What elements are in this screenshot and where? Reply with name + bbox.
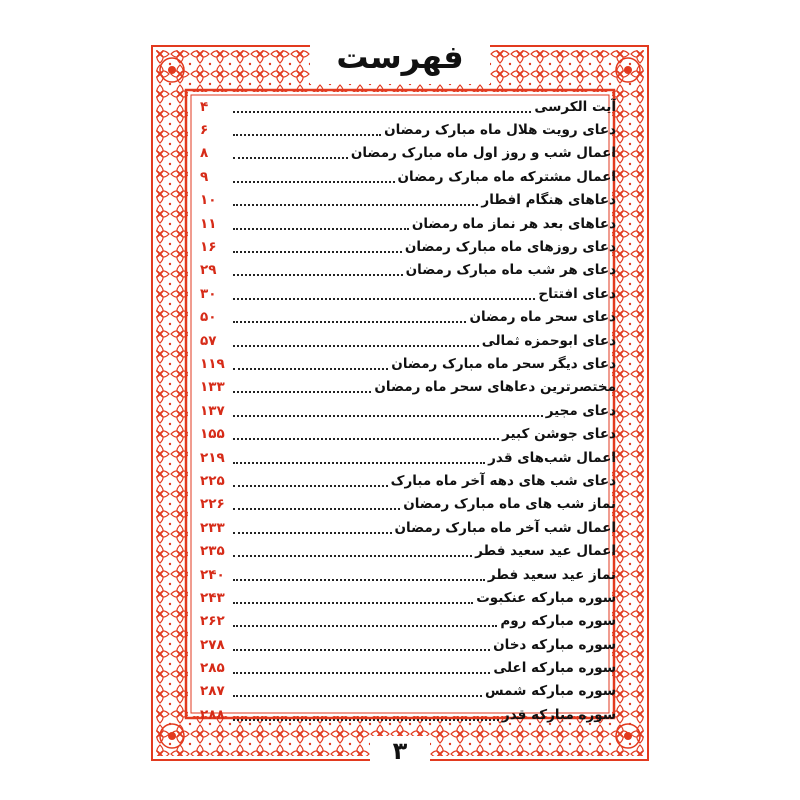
toc-entry-page: ۲۳۳ xyxy=(200,519,225,536)
dot-leader xyxy=(233,428,499,440)
toc-row xyxy=(200,586,616,609)
toc-entry-page: ۲۸۷ xyxy=(200,683,225,700)
toc-row xyxy=(200,329,616,352)
dot-leader xyxy=(233,124,381,136)
toc-row xyxy=(200,469,616,492)
toc-entry-page: ۱۵۵ xyxy=(200,426,225,443)
toc-row xyxy=(200,95,616,118)
toc-entry-page: ۶ xyxy=(200,122,209,139)
toc-entry-label: دعای رویت هلال ماه مبارک رمضان xyxy=(384,122,616,139)
toc-row xyxy=(200,563,616,586)
toc-entry-label: دعای جوشن کبیر xyxy=(502,426,616,443)
toc-entry-label: دعای مجیر xyxy=(545,402,616,419)
toc-row xyxy=(200,306,616,329)
toc-entry-label: دعای شب های دهه آخر ماه مبارک xyxy=(390,472,616,489)
toc-entry-label: اعمال شب آخر ماه مبارک رمضان xyxy=(394,519,616,536)
dot-leader xyxy=(233,569,485,581)
toc-entry-label: دعای سحر ماه رمضان xyxy=(469,309,616,326)
toc-entry-page: ۹ xyxy=(200,168,209,185)
toc-row xyxy=(200,422,616,445)
page-title: فهرست xyxy=(336,38,464,76)
toc-row xyxy=(200,189,616,212)
toc-row xyxy=(200,212,616,235)
dot-leader xyxy=(233,335,479,347)
toc-row xyxy=(200,165,616,188)
dot-leader xyxy=(233,615,497,627)
dot-leader xyxy=(233,288,535,300)
dot-leader xyxy=(233,171,395,183)
toc-row xyxy=(200,656,616,679)
toc-entry-page: ۲۳۵ xyxy=(200,543,225,560)
toc-row xyxy=(200,142,616,165)
toc-entry-label: دعای افتتاح xyxy=(538,285,616,302)
toc-entry-page: ۲۶۲ xyxy=(200,613,225,630)
dot-leader xyxy=(233,147,348,159)
toc-entry-page: ۸ xyxy=(200,145,209,162)
title-panel xyxy=(310,30,490,84)
toc-entry-label: نماز شب های ماه مبارک رمضان xyxy=(403,496,616,513)
toc-entry-page: ۱۳۷ xyxy=(200,402,225,419)
dot-leader xyxy=(233,101,531,113)
toc-entry-label: مختصرترین دعاهای سحر ماه رمضان xyxy=(374,379,616,396)
toc-entry-page: ۲۲۶ xyxy=(200,496,225,513)
dot-leader xyxy=(233,311,466,323)
toc-row xyxy=(200,516,616,539)
dot-leader xyxy=(233,592,473,604)
toc-entry-page: ۲۱۹ xyxy=(200,449,225,466)
toc-entry-label: سوره مبارکه قدر xyxy=(501,706,616,723)
dot-leader xyxy=(233,358,388,370)
toc-row xyxy=(200,703,616,726)
toc-entry-label: اعمال شب و روز اول ماه مبارک رمضان xyxy=(350,145,616,162)
page-number: ۳ xyxy=(392,737,408,765)
dot-leader xyxy=(233,381,371,393)
toc-entry-label: دعای ابوحمزه ثمالی xyxy=(481,332,616,349)
toc-entry-label: سوره مبارکه عنکبوت xyxy=(476,589,616,606)
toc-entry-label: نماز عید سعید فطر xyxy=(487,566,616,583)
toc-entry-label: سوره مبارکه شمس xyxy=(484,683,616,700)
toc-entry-label: دعای روزهای ماه مبارک رمضان xyxy=(404,239,616,256)
table-of-contents xyxy=(200,95,616,727)
toc-entry-page: ۲۷۸ xyxy=(200,636,225,653)
toc-entry-page: ۱۶ xyxy=(200,239,217,256)
dot-leader xyxy=(233,475,388,487)
toc-entry-page: ۲۴۰ xyxy=(200,566,225,583)
toc-entry-page: ۱۰ xyxy=(200,192,217,209)
toc-entry-label: اعمال مشترکه ماه مبارک رمضان xyxy=(397,168,616,185)
toc-entry-label: دعاهای بعد هر نماز ماه رمضان xyxy=(411,215,616,232)
toc-entry-label: دعای دیگر سحر ماه مبارک رمضان xyxy=(391,355,616,372)
toc-entry-label: اعمال عید سعید فطر xyxy=(475,543,616,560)
dot-leader xyxy=(233,522,392,534)
dot-leader xyxy=(233,662,490,674)
dot-leader xyxy=(233,241,402,253)
toc-entry-page: ۱۱ xyxy=(200,215,217,232)
dot-leader xyxy=(233,264,403,276)
toc-row xyxy=(200,610,616,633)
dot-leader xyxy=(233,545,472,557)
toc-row xyxy=(200,446,616,469)
dot-leader xyxy=(233,709,499,721)
toc-entry-label: اعمال شب‌های قدر xyxy=(488,449,616,466)
toc-entry-page: ۴ xyxy=(200,98,209,115)
toc-entry-page: ۲۴۳ xyxy=(200,589,225,606)
toc-entry-label: دعاهای هنگام افطار xyxy=(481,192,616,209)
dot-leader xyxy=(233,452,485,464)
toc-row xyxy=(200,539,616,562)
toc-row xyxy=(200,633,616,656)
toc-row xyxy=(200,352,616,375)
toc-entry-page: ۱۳۳ xyxy=(200,379,225,396)
toc-row xyxy=(200,680,616,703)
toc-entry-page: ۱۱۹ xyxy=(200,355,225,372)
toc-entry-label: سوره مبارکه روم xyxy=(500,613,616,630)
toc-entry-page: ۲۹ xyxy=(200,262,217,279)
toc-entry-label: دعای هر شب ماه مبارک رمضان xyxy=(405,262,616,279)
toc-row xyxy=(200,376,616,399)
toc-entry-page: ۵۷ xyxy=(200,332,217,349)
toc-entry-label: سوره مبارکه اعلی xyxy=(493,660,616,677)
toc-row xyxy=(200,259,616,282)
toc-entry-page: ۲۸۵ xyxy=(200,660,225,677)
toc-entry-label: سوره مبارکه دخان xyxy=(493,636,616,653)
dot-leader xyxy=(233,405,543,417)
dot-leader xyxy=(233,498,400,510)
toc-entry-page: ۳۰ xyxy=(200,285,217,302)
toc-entry-label: آیت الکرسی xyxy=(534,98,616,115)
toc-row xyxy=(200,399,616,422)
dot-leader xyxy=(233,218,409,230)
toc-row xyxy=(200,282,616,305)
toc-row xyxy=(200,118,616,141)
dot-leader xyxy=(233,194,478,206)
dot-leader xyxy=(233,685,482,697)
toc-row xyxy=(200,235,616,258)
toc-row xyxy=(200,493,616,516)
page-number-panel xyxy=(370,736,430,766)
toc-entry-page: ۲۸۸ xyxy=(200,706,225,723)
toc-entry-page: ۵۰ xyxy=(200,309,217,326)
toc-entry-page: ۲۲۵ xyxy=(200,472,225,489)
dot-leader xyxy=(233,639,490,651)
